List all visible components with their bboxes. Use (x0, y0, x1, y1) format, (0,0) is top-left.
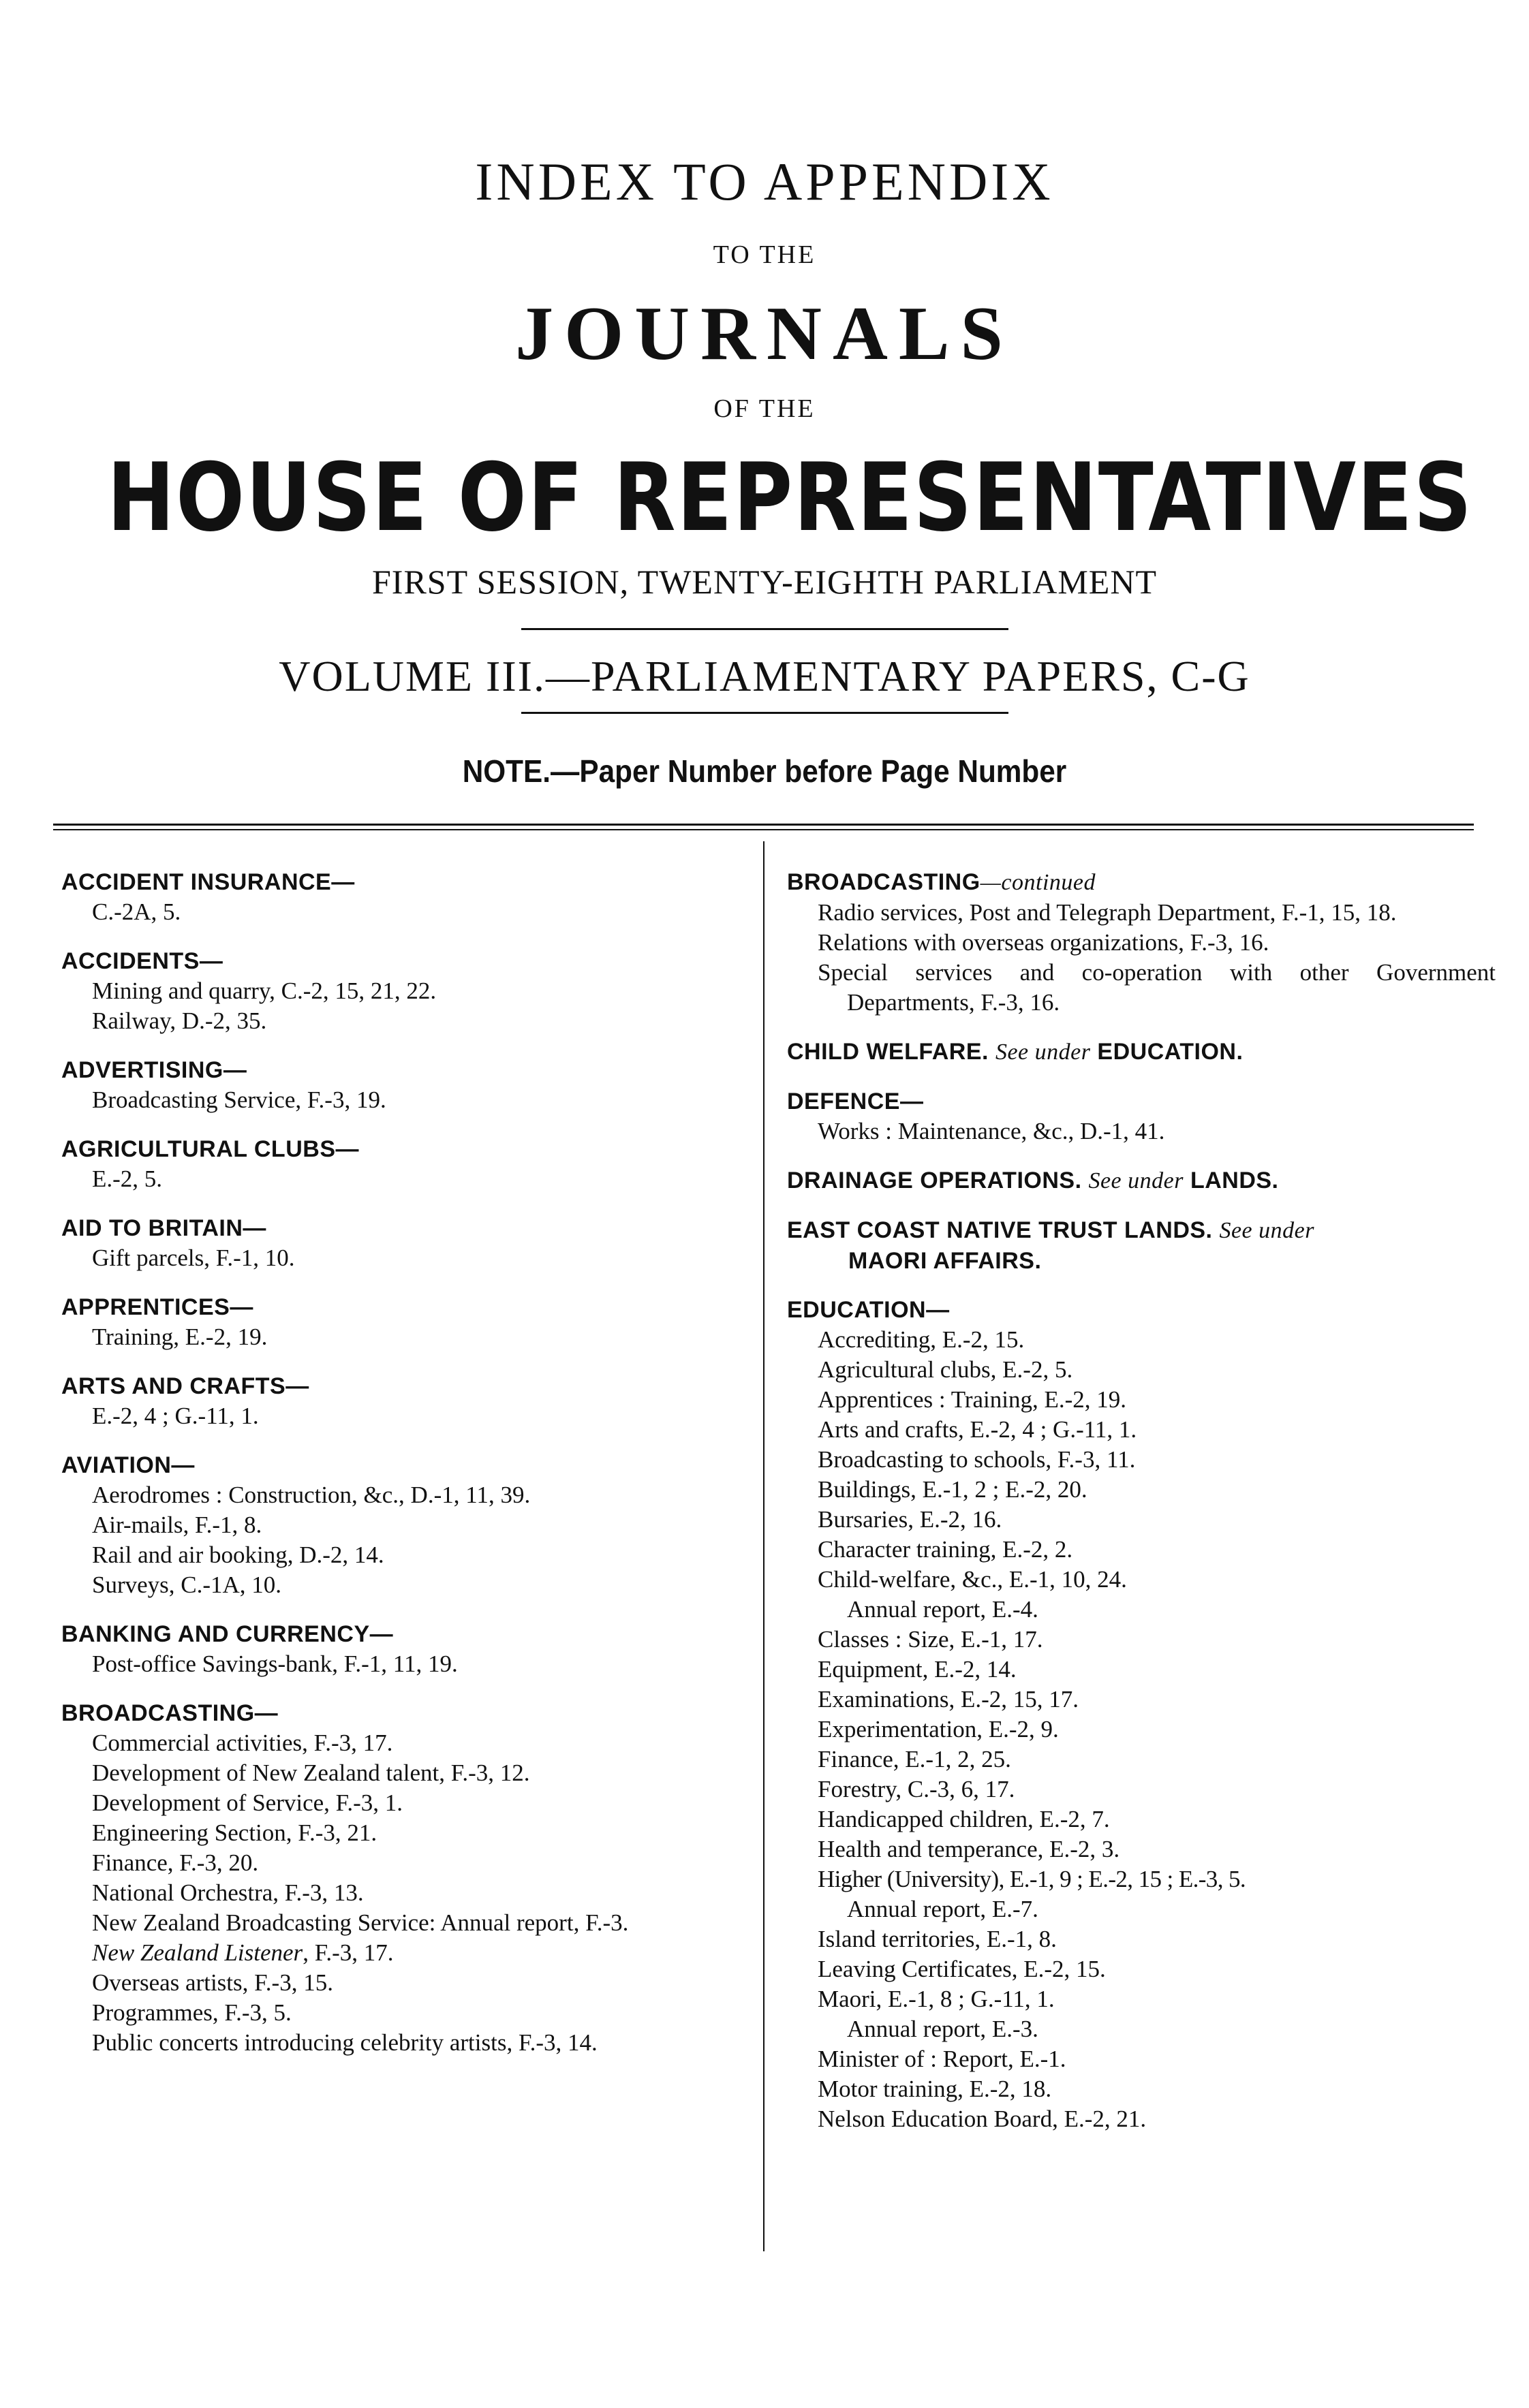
entry-line: Child-welfare, &c., E.-1, 10, 24. (818, 1566, 1127, 1593)
entry-line: Development of Service, F.-3, 1. (92, 1789, 403, 1816)
entry-line: Mining and quarry, C.-2, 15, 21, 22. (92, 978, 437, 1004)
entry-line: Forestry, C.-3, 6, 17. (818, 1776, 1015, 1802)
entry-line: Programmes, F.-3, 5. (92, 1999, 292, 2026)
entry-line: Works : Maintenance, &c., D.-1, 41. (818, 1118, 1165, 1144)
entry-line: Bursaries, E.-2, 16. (818, 1506, 1002, 1533)
entry-line: Equipment, E.-2, 14. (818, 1656, 1017, 1683)
of-the-line: OF THE (713, 394, 816, 423)
index-entry (787, 1295, 1496, 2134)
entry-line: Commercial activities, F.-3, 17. (92, 1730, 393, 1756)
entry-line: Agricultural clubs, E.-2, 5. (818, 1356, 1073, 1383)
entry-line: Engineering Section, F.-3, 21. (92, 1819, 377, 1846)
index-entry (61, 1292, 770, 1352)
index-entry (61, 1213, 770, 1273)
index-entry (61, 1055, 770, 1115)
cross-reference: EDUCATION. (1097, 1039, 1244, 1065)
entry-line: E.-2, 4 ; G.-11, 1. (92, 1403, 259, 1429)
entry-heading: AID TO BRITAIN— (61, 1215, 266, 1241)
entry-line: Public concerts introducing celebrity artists, F.-3, 14. (92, 2029, 598, 2056)
entry-heading (787, 867, 1496, 898)
entry-line: E.-2, 5. (92, 1166, 163, 1192)
entry-line: Air-mails, F.-1, 8. (92, 1512, 262, 1538)
entry-line: Buildings, E.-1, 2 ; E.-2, 20. (818, 1476, 1087, 1503)
session-line: FIRST SESSION, TWENTY-EIGHTH PARLIAMENT (371, 563, 1157, 601)
entry-line: C.-2A, 5. (92, 898, 181, 925)
right-column (787, 867, 1496, 2153)
entry-line: Minister of : Report, E.-1. (818, 2046, 1066, 2072)
entry-heading (787, 1166, 1496, 1196)
see-under-label: See under (995, 1039, 1091, 1065)
see-under-label: See under (1219, 1218, 1314, 1243)
entry-heading: AGRICULTURAL CLUBS— (61, 1136, 359, 1162)
index-entry (61, 946, 770, 1036)
index-entry (787, 1215, 1496, 1276)
entry-line: Island territories, E.-1, 8. (818, 1926, 1057, 1952)
entry-line: New Zealand Broadcasting Service: Annual report, F.-3. (92, 1909, 629, 1936)
entry-line: Maori, E.-1, 8 ; G.-11, 1. (818, 1986, 1055, 2012)
entry-heading: DEFENCE— (787, 1089, 924, 1114)
entry-heading: AVIATION— (61, 1452, 195, 1478)
left-column (61, 867, 770, 2077)
entry-subline: Annual report, E.-4. (847, 1596, 1038, 1623)
entry-heading: ACCIDENTS— (61, 948, 223, 974)
listener-ref: , F.-3, 17. (303, 1939, 394, 1966)
index-entry (787, 1037, 1496, 1067)
index-entry (61, 1698, 770, 2058)
index-entry (61, 1371, 770, 1431)
house-title: HOUSE OF REPRESENTATIVES (107, 443, 1473, 552)
entry-line: Relations with overseas organizations, F.-3, 16. (818, 929, 1269, 956)
entry-line: Surveys, C.-1A, 10. (92, 1572, 282, 1598)
index-entry (787, 1086, 1496, 1146)
entry-line: Apprentices : Training, E.-2, 19. (818, 1386, 1127, 1413)
entry-heading: EDUCATION— (787, 1297, 950, 1323)
entry-line: Development of New Zealand talent, F.-3, 12. (92, 1760, 530, 1786)
entry-line: Radio services, Post and Telegraph Department, F.-1, 15, 18. (818, 899, 1397, 926)
entry-line: Health and temperance, E.-2, 3. (818, 1836, 1120, 1862)
note-line: NOTE.—Paper Number before Page Number (462, 753, 1067, 789)
entry-line: National Orchestra, F.-3, 13. (92, 1879, 364, 1906)
volume-rule-bottom (521, 712, 1008, 714)
entry-line: Post-office Savings-bank, F.-1, 11, 19. (92, 1651, 458, 1677)
entry-line: Broadcasting to schools, F.-3, 11. (818, 1446, 1136, 1473)
entry-line: Finance, E.-1, 2, 25. (818, 1746, 1011, 1772)
index-entry (61, 1450, 770, 1600)
entry-line: Broadcasting Service, F.-3, 19. (92, 1086, 386, 1113)
entry-subline: Annual report, E.-3. (847, 2016, 1038, 2042)
cross-reference: MAORI AFFAIRS. (848, 1248, 1042, 1274)
entry-heading: BROADCASTING— (61, 1700, 279, 1726)
entry-line: Arts and crafts, E.-2, 4 ; G.-11, 1. (818, 1416, 1137, 1443)
entry-line: Nelson Education Board, E.-2, 21. (818, 2106, 1147, 2132)
entry-line: Higher (University), E.-1, 9 ; E.-2, 15 ; E.-3, 5. (818, 1866, 1246, 1892)
volume-line: VOLUME III.—PARLIAMENTARY PAPERS, C-G (279, 652, 1250, 700)
index-entry (787, 867, 1496, 1018)
entry-line: Leaving Certificates, E.-2, 15. (818, 1956, 1106, 1982)
columns-rule-top (53, 824, 1474, 826)
entry-line: Overseas artists, F.-3, 15. (92, 1969, 333, 1996)
index-entry (61, 1134, 770, 1194)
volume-rule-top (521, 628, 1008, 630)
entry-line: Railway, D.-2, 35. (92, 1007, 267, 1034)
entry-heading (787, 1037, 1496, 1067)
entry-heading: APPRENTICES— (61, 1294, 253, 1320)
listener-title: New Zealand Listener (92, 1939, 303, 1966)
cross-reference: LANDS. (1190, 1168, 1279, 1193)
see-under-label: See under (1088, 1168, 1184, 1193)
entry-line: Finance, F.-3, 20. (92, 1849, 259, 1876)
entry-line: Handicapped children, E.-2, 7. (818, 1806, 1110, 1832)
entry-heading: ADVERTISING— (61, 1057, 247, 1083)
heading-text: DRAINAGE OPERATIONS. (787, 1168, 1082, 1193)
entry-line: Gift parcels, F.-1, 10. (92, 1245, 295, 1271)
entry-line: Accrediting, E.-2, 15. (818, 1326, 1025, 1353)
index-entry (61, 867, 770, 927)
entry-subline: Annual report, E.-7. (847, 1896, 1038, 1922)
journals-title: JOURNALS (515, 292, 1014, 376)
index-entry (787, 1166, 1496, 1196)
entry-line: Rail and air booking, D.-2, 14. (92, 1542, 384, 1568)
entry-line: Motor training, E.-2, 18. (818, 2076, 1052, 2102)
entry-line: Classes : Size, E.-1, 17. (818, 1626, 1043, 1653)
entry-line: Aerodromes : Construction, &c., D.-1, 11, 39. (92, 1482, 531, 1508)
entry-line (61, 1938, 770, 1968)
entry-heading (787, 1215, 1496, 1276)
columns-rule-bottom (53, 829, 1474, 830)
entry-line: Special services and co-operation with other Government Departments, F.-3, 16. (818, 959, 1496, 1016)
entry-line: Character training, E.-2, 2. (818, 1536, 1073, 1563)
heading-text: BROADCASTING (787, 869, 980, 895)
entry-heading: ACCIDENT INSURANCE— (61, 869, 355, 895)
entry-heading: BANKING AND CURRENCY— (61, 1621, 394, 1647)
entry-line: Examinations, E.-2, 15, 17. (818, 1686, 1079, 1713)
entry-line: Experimentation, E.-2, 9. (818, 1716, 1059, 1742)
continued-label: —continued (980, 870, 1096, 895)
index-entry (61, 1619, 770, 1679)
entry-heading: ARTS AND CRAFTS— (61, 1373, 309, 1399)
to-the-line: TO THE (713, 240, 816, 269)
heading-text: CHILD WELFARE. (787, 1039, 989, 1065)
index-title: INDEX TO APPENDIX (475, 152, 1054, 211)
entry-line: Training, E.-2, 19. (92, 1324, 268, 1350)
heading-text: EAST COAST NATIVE TRUST LANDS. (787, 1217, 1213, 1243)
